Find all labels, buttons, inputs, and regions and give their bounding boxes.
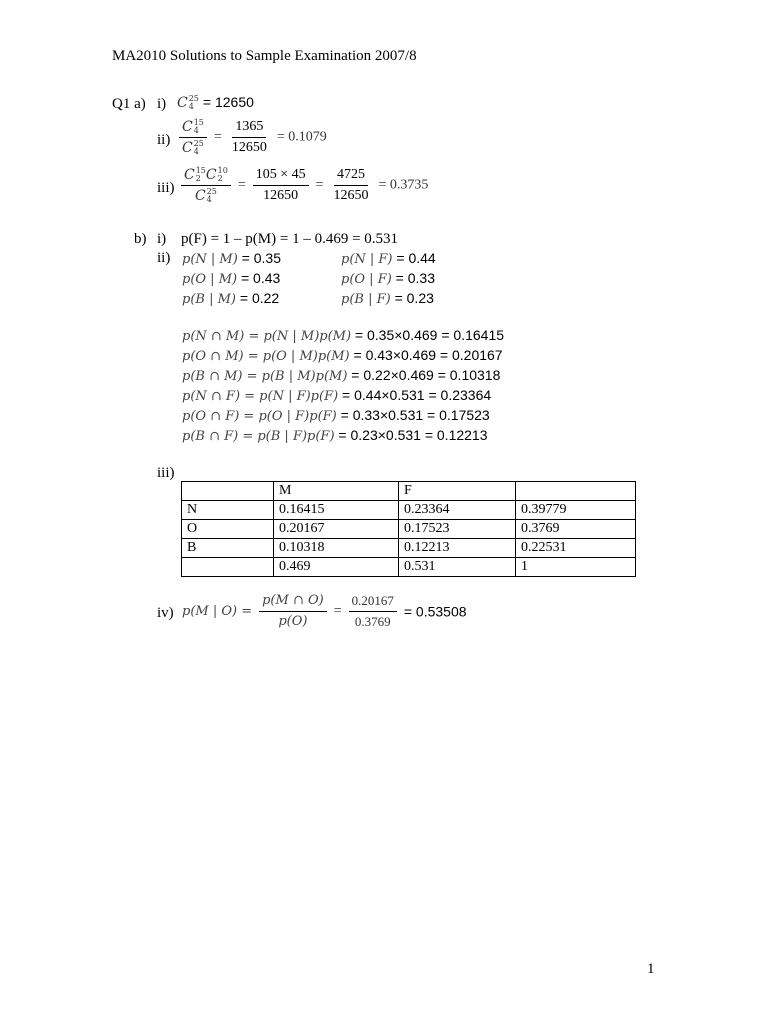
- table-row: 0.469 0.531 1: [182, 558, 636, 577]
- probability-table: [181, 481, 636, 577]
- conditional-probabilities-female: [341, 250, 436, 310]
- joint-row: p(O ∩ M) = p(O | M)p(M) = 0.43×0.469 = 0.20167: [182, 347, 503, 364]
- q1b-iv-lhs: p(M | O) =: [182, 604, 253, 619]
- table-row: M F: [182, 482, 636, 501]
- q1a-ii-equation: C 15 4 C 25 4 = $\frac{1365}{12650}$ = 0.1079: [176, 118, 327, 157]
- q1a-iii-frac2-num: 4725: [334, 166, 368, 186]
- q1b-iv-frac1-num: p(M ∩ O): [259, 592, 327, 612]
- joint-row: p(O ∩ F) = p(O | F)p(F) = 0.33×0.531 = 0.17523: [182, 407, 490, 424]
- q1a-ii-label: ii): [157, 132, 171, 148]
- q1b-ii-label: ii): [157, 250, 171, 266]
- joint-row: p(N ∩ F) = p(N | F)p(F) = 0.44×0.531 = 0.23364: [182, 387, 492, 404]
- joint-row: p(B ∩ M) = p(B | M)p(M) = 0.22×0.469 = 0.10318: [182, 367, 501, 384]
- q1b-label: b): [134, 231, 147, 247]
- cond-row: p(O | F) = 0.33: [341, 270, 435, 287]
- cond-row: p(N | M) = 0.35: [182, 250, 281, 267]
- q1b-iii-label: iii): [157, 465, 175, 481]
- table-row: N 0.16415 0.23364 0.39779: [182, 501, 636, 520]
- q1a-i-equation: [177, 94, 254, 112]
- q1b-i-label: i): [157, 231, 167, 247]
- q1a-label: Q1 a): [112, 96, 146, 112]
- cond-row: p(B | M) = 0.22: [182, 290, 280, 307]
- q1a-ii-result: = 0.1079: [276, 129, 327, 145]
- cond-row: p(O | M) = 0.43: [182, 270, 281, 287]
- cond-row: p(B | F) = 0.23: [341, 290, 434, 307]
- q1b-iv-frac2-den: 0.3769: [354, 614, 391, 629]
- q1a-iii-result: = 0.3735: [378, 177, 429, 193]
- q1b-iv-frac1-den: p(O): [278, 614, 308, 629]
- page-number: 1: [647, 961, 655, 977]
- q1b-iv-equation: p(M | O) = $\frac{p(M \cap O)}{p(O)}$ = $\frac{0.20167}{0.3769}$ = 0.53508: [182, 593, 467, 629]
- joint-row: p(N ∩ M) = p(N | M)p(M) = 0.35×0.469 = 0.16415: [182, 327, 505, 344]
- q1b-iv-frac2-num: 0.20167: [349, 592, 397, 612]
- q1a-iii-frac1-num: 105 × 45: [253, 166, 309, 186]
- q1a-iii-frac2-den: 12650: [333, 188, 369, 203]
- q1a-ii-numerator: 1365: [232, 118, 266, 138]
- q1a-i-value: = 12650: [202, 94, 254, 110]
- q1a-i-label: i): [157, 96, 167, 112]
- q1a-iii-label: iii): [157, 180, 175, 196]
- q1b-i-text: p(F) = 1 – p(M) = 1 – 0.469 = 0.531: [181, 231, 399, 247]
- table-row: O 0.20167 0.17523 0.3769: [182, 520, 636, 539]
- q1a-ii-denominator: 12650: [231, 140, 267, 155]
- q1a-iii-frac1-den: 12650: [263, 188, 299, 203]
- q1b-iv-label: iv): [157, 605, 174, 621]
- q1a-iii-equation: C 15 2 C 10 2 C 25 4 = $\frac{105 \times 45}{12650}$ = $\frac{4725}{12650}$ = 0.3735: [178, 166, 428, 205]
- conditional-probabilities-male: [182, 250, 281, 310]
- joint-row: p(B ∩ F) = p(B | F)p(F) = 0.23×0.531 = 0.12213: [182, 427, 488, 444]
- document-header: MA2010 Solutions to Sample Examination 2007/8: [112, 48, 417, 64]
- combination-symbol: C 25 4: [177, 94, 199, 111]
- cond-row: p(N | F) = 0.44: [341, 250, 436, 267]
- q1b-iv-result: = 0.53508: [403, 603, 467, 620]
- table-row: B 0.10318 0.12213 0.22531: [182, 539, 636, 558]
- joint-probabilities: [182, 327, 504, 447]
